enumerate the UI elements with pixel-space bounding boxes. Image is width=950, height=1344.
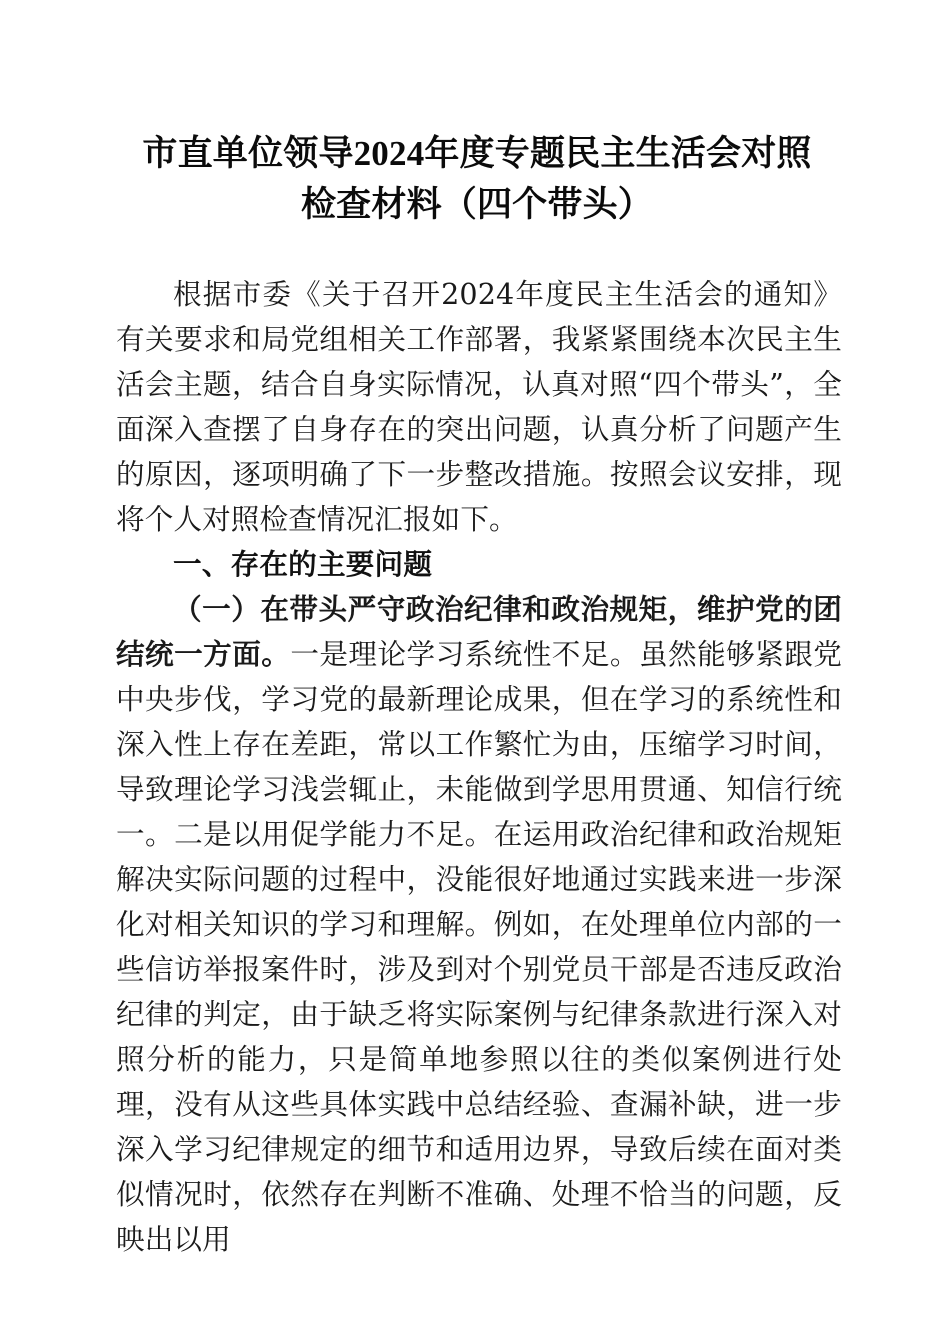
subsection-body-1: 一是理论学习系统性不足。虽然能够紧跟党中央步伐，学习党的最新理论成果，但在学习的系统性和深入性上存在差距，常以工作繁忙为由，压缩学习时间，导致理论学习浅尝辄止，未能做到学思用贯通、知信行统一。二是以用促学能力不足。在运用政治纪律和政治规矩解决实际问题的过程中，没能很好地通过实践来进一步深化对相关知识的学习和理解。例如，在处理单位内部的一些信访举报案件时，涉及到对个别党员干部是否违反政治纪律的判定，由于缺乏将实际案例与纪律条款进行深入对照分析的能力，只是简单地参照以往的类似案例进行处理，没有从这些具体实践中总结经验、查漏补缺，进一步深入学习纪律规定的细节和适用边界，导致后续在面对类似情况时，依然存在判断不准确、处理不恰当的问题，反映出以用 — [116, 637, 842, 1256]
paragraph-intro: 根据市委《关于召开2024年度民主生活会的通知》有关要求和局党组相关工作部署，我紧紧围绕本次民主生活会主题，结合自身实际情况，认真对照“四个带头”，全面深入查摆了自身存在的突出问题，认真分析了问题产生的原因，逐项明确了下一步整改措施。按照会议安排，现将个人对照检查情况汇报如下。 — [116, 277, 842, 536]
paragraph-section-1 — [116, 587, 842, 1262]
subsection-lead-1: （一）在带头严守政治纪律和政治规矩，维护党的团结统一方面。 — [116, 592, 842, 671]
page-title — [116, 128, 838, 230]
section-heading-1: 一、存在的主要问题 — [173, 547, 433, 581]
page-title-line-1: 市直单位领导2024年度专题民主生活会对照 — [142, 134, 812, 173]
document-body — [116, 272, 842, 1262]
page-title-line-2: 检查材料（四个带头） — [300, 185, 653, 224]
